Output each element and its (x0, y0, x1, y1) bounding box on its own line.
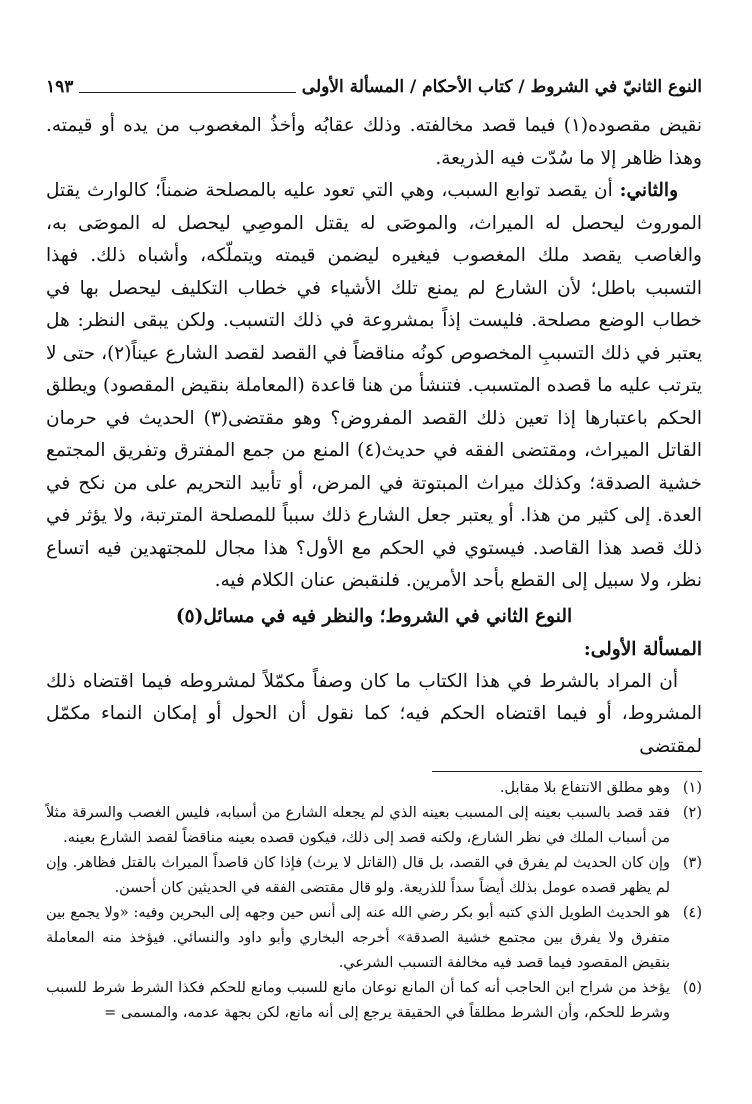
footnote-1-text: وهو مطلق الانتفاع بلا مقابل. (499, 780, 670, 796)
footnote-5 (46, 976, 702, 1026)
footnote-5-number: (٥) (682, 980, 702, 996)
footnote-4 (46, 901, 702, 976)
footnote-3 (46, 851, 702, 901)
page-number: ١٩٣ (46, 77, 74, 97)
footnote-2-number: (٢) (682, 805, 702, 821)
section-subheading: النوع الثاني في الشروط؛ والنظر فيه في مسائل(٥) (175, 605, 573, 627)
footnote-3-number: (٣) (682, 855, 702, 871)
paragraph-1: نقيض مقصوده(١) فيما قصد مخالفته. وذلك عقابُه وأخذُ المغصوب من يده أو قيمته. وهذا ظاهر إلا ما سُدّت فيه الذريعة. (46, 115, 702, 169)
footnotes (46, 776, 702, 1026)
paragraph-2 (46, 175, 702, 598)
footnote-4-text: هو الحديث الطويل الذي كتبه أبو بكر رضي الله عنه إلى أنس حين وجهه إلى البحرين وفيه: «ولا يجمع بين متفرق ولا يفرق بين مجتمع خشية الصدقة» أخرجه البخاري وأبو داود والنسائي. فيؤخذ منه المعاملة بنقيض المقصود فيما قصد فيه مخالفة التسبب الشرعي. (46, 905, 670, 971)
footnote-4-number: (٤) (682, 905, 702, 921)
issue-title: المسألة الأولى: (583, 638, 702, 660)
paragraph-2-text: أن يقصد توابع السبب، وهي التي تعود عليه بالمصلحة ضمناً؛ كالوارث يقتل الموروث ليحصل له الميراث، والموصَى له يقتل الموصِي ليحصل له الموصَى به، والغاصب يقصد ملك المغصوب فيغيره ليضمن قيمته ويتملّكه، وأشباه ذلك. فهذا التسبب باطل؛ لأن الشارع لم يمنع تلك الأشياء في خطاب التكليف ليحصل بها في خطاب الوضع مصلحة. فليست إذاً بمشروعة في ذلك التسبب. ولكن يبقى النظر: هل يعتبر في ذلك التسببِ المخصوص كونُه مناقضاً في القصد لقصد الشارع عيناً(٢)، حتى لا يترتب عليه ما قصده المتسبب. فتنشأ من هنا قاعدة (المعاملة بنقيض المقصود) ويطلق الحكم باعتبارها إذا تعين ذلك القصد المفروض؟ وهو مقتضى(٣) الحديث في حرمان القاتل الميراث، ومقتضى الفقه في حديث(٤) المنع من جمع المفترق وتفريق المجتمع خشية الصدقة؛ وكذلك ميراث المبتوتة في المرض، أو تأبيد التحريم على من نكح في العدة. إلى كثير من هذا. أو يعتبر جعل الشارع ذلك سبباً للمصلحة المترتبة، ولا يؤثر في ذلك قصد هذا القاصد. فيستوي في الحكم مع الأول؟ هذا مجال للمجتهدين فيه اتساع نظر، ولا سبيل إلى القطع بأحد الأمرين. فلنقبض عنان الكلام فيه. (46, 180, 702, 591)
footnote-5-text: يؤخذ من شراح ابن الحاجب أنه كما أن المانع نوعان مانع للسبب ومانع للحكم فكذا الشرط شرط للسبب وشرط للحكم، وأن الشرط مطلقاً في الحقيقة يرجع إلى أنه مانع، لكن بجهة عدمه، والمسمى = (46, 980, 670, 1021)
paragraph-3: أن المراد بالشرط في هذا الكتاب ما كان وصفاً مكمّلاً لمشروطه فيما اقتضاه ذلك المشروط، أو فيما اقتضاه الحكم فيه؛ كما نقول أن الحول أو إمكان النماء مكمّل لمقتضى (46, 670, 702, 757)
paragraph-2-lead: والثاني: (619, 180, 678, 201)
footnote-rule (432, 771, 702, 772)
footnote-1 (46, 776, 702, 801)
header-rule (79, 82, 295, 93)
footnote-2-text: فقد قصد بالسبب بعينه إلى المسبب بعينه الذي لم يجعله الشارع من أسبابه، فليس الغصب والسرقة مثلاً من أسباب الملك في نظر الشارع، ولكنه قصد إلى ذلك، فيكون قصده بعينه مناقضاً لقصد الشارع بعينه. (46, 805, 670, 846)
footnote-1-number: (١) (682, 780, 702, 796)
running-header (46, 70, 702, 104)
footnote-2 (46, 801, 702, 851)
main-text (46, 110, 702, 763)
running-title: النوع الثانيّ في الشروط / كتاب الأحكام / المسألة الأولى (301, 77, 702, 97)
footnote-3-text: وإن كان الحديث لم يفرق في القصد، بل قال (القاتل لا يرث) فإذا كان قاصداً الميراث بالقتل فظاهر. وإن لم يظهر قصده عومل بذلك أيضاً سداً للذريعة. ولو قال مقتضى الفقه في الحديثين كان أحسن. (46, 855, 670, 896)
